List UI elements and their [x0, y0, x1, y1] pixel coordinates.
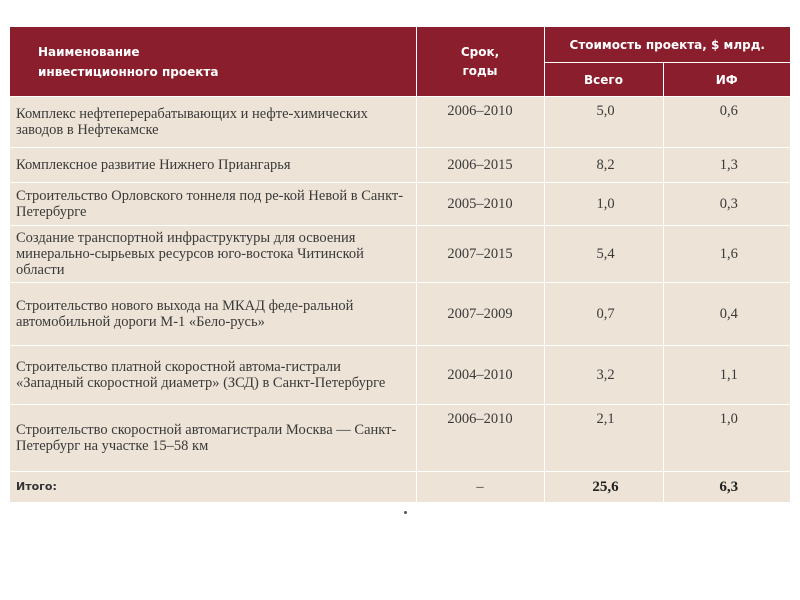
- investment-projects-table: [10, 27, 790, 502]
- row-period: 2006–2010: [416, 97, 544, 148]
- header-period-line2: годы: [462, 63, 498, 78]
- table-header: [10, 27, 790, 97]
- header-period-line1: Срок,: [460, 44, 500, 59]
- table-row: [10, 346, 790, 405]
- row-period: 2006–2015: [416, 148, 544, 183]
- table-row: [10, 97, 790, 148]
- totals-label: Итого:: [10, 472, 416, 503]
- row-if-cost: 1,1: [663, 346, 790, 405]
- row-total-cost: 0,7: [544, 283, 663, 346]
- totals-row: [10, 472, 790, 503]
- row-total-cost: 3,2: [544, 346, 663, 405]
- row-period: 2005–2010: [416, 183, 544, 226]
- row-if-cost: 1,0: [663, 405, 790, 472]
- row-total-cost: 1,0: [544, 183, 663, 226]
- row-period: 2007–2009: [416, 283, 544, 346]
- row-period: 2007–2015: [416, 226, 544, 283]
- row-total-cost: 5,4: [544, 226, 663, 283]
- row-project-name: Строительство скоростной автомагистрали Москва — Санкт-Петербург на участке 15–58 км: [10, 405, 416, 472]
- row-project-name: Строительство Орловского тоннеля под ре-кой Невой в Санкт-Петербурге: [10, 183, 416, 226]
- table-row: [10, 283, 790, 346]
- row-total-cost: 2,1: [544, 405, 663, 472]
- row-project-name: Комплекс нефтеперерабатывающих и нефте-химических заводов в Нефтекамске: [10, 97, 416, 148]
- row-project-name: Создание транспортной инфраструктуры для освоения минерально-сырьевых ресурсов юго-востока Читинской области: [10, 226, 416, 283]
- row-total-cost: 5,0: [544, 97, 663, 148]
- row-project-name: Строительство нового выхода на МКАД феде-ральной автомобильной дороги М-1 «Бело-русь»: [10, 283, 416, 346]
- header-if: ИФ: [663, 63, 790, 97]
- totals-if-cost: 6,3: [663, 472, 790, 503]
- row-if-cost: 1,3: [663, 148, 790, 183]
- row-if-cost: 0,3: [663, 183, 790, 226]
- header-period: [416, 27, 544, 97]
- investment-projects-table-container: [10, 27, 790, 502]
- row-period: 2006–2010: [416, 405, 544, 472]
- header-project-name-line2: инвестиционного проекта: [38, 64, 219, 79]
- row-project-name: Строительство платной скоростной автома-гистрали «Западный скоростной диаметр» (ЗСД) в Санкт-Петербурге: [10, 346, 416, 405]
- table-row: [10, 405, 790, 472]
- table-row: [10, 148, 790, 183]
- row-total-cost: 8,2: [544, 148, 663, 183]
- table-row: [10, 226, 790, 283]
- header-project-name-line1: Наименование: [38, 44, 140, 59]
- stray-dot: [404, 511, 407, 514]
- header-total: Всего: [544, 63, 663, 97]
- row-period: 2004–2010: [416, 346, 544, 405]
- totals-total-cost: 25,6: [544, 472, 663, 503]
- table-body: [10, 97, 790, 503]
- row-if-cost: 0,6: [663, 97, 790, 148]
- row-project-name: Комплексное развитие Нижнего Приангарья: [10, 148, 416, 183]
- table-row: [10, 183, 790, 226]
- totals-period: –: [416, 472, 544, 503]
- row-if-cost: 1,6: [663, 226, 790, 283]
- header-project-name: [10, 27, 416, 97]
- row-if-cost: 0,4: [663, 283, 790, 346]
- header-project-cost: Стоимость проекта, $ млрд.: [544, 27, 790, 63]
